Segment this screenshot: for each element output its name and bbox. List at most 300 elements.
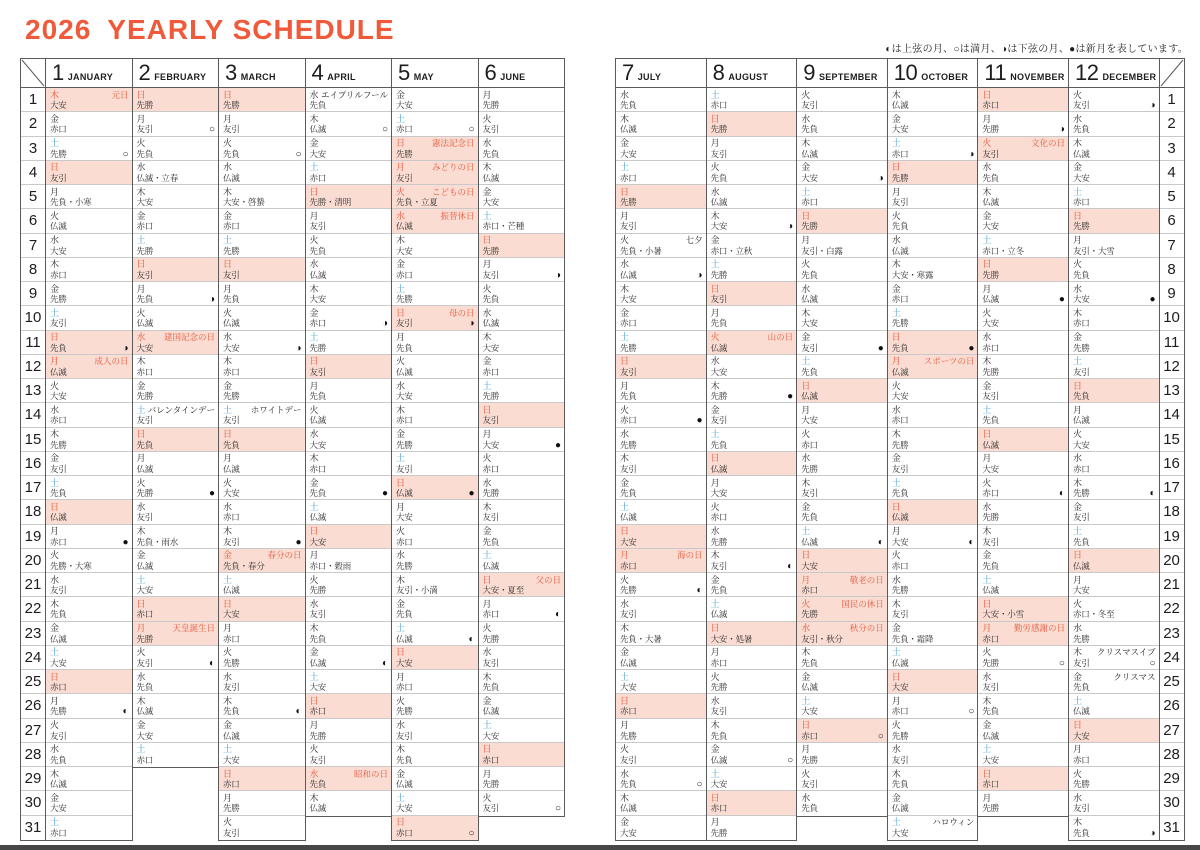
rokuyo-label: 大安 <box>891 391 909 401</box>
weekday-label: 水 <box>1072 453 1082 464</box>
day-cell <box>797 549 887 573</box>
weekday-label: 水 <box>1072 792 1082 803</box>
rokuyo-label: 先勝・大寒 <box>50 560 92 571</box>
rokuyo-label: 友引・小満 <box>396 585 438 595</box>
day-cell-line1 <box>711 720 794 731</box>
weekday-label: 木 <box>482 671 492 682</box>
weekday-label: 日 <box>482 235 492 245</box>
rokuyo-label: 大安 <box>1072 172 1090 183</box>
rokuyo-label: 仏滅 <box>1072 706 1090 717</box>
day-cell-line1 <box>310 478 389 489</box>
day-cell-line2 <box>1073 391 1156 402</box>
weekday-label: 土 <box>982 744 992 755</box>
day-cell-line2 <box>137 197 216 208</box>
weekday-label: 木 <box>891 259 901 270</box>
day-cell-line2 <box>620 464 703 475</box>
weekday-label: 日 <box>891 501 901 512</box>
day-cell <box>616 549 706 573</box>
day-number: 31 <box>24 819 42 837</box>
day-cell-line1 <box>892 211 975 222</box>
moon-phase-icon: ◑ <box>208 294 215 305</box>
moon-phase-icon: ◐ <box>787 560 794 572</box>
day-number: 28 <box>21 743 45 767</box>
rokuyo-label: 友引 <box>396 730 413 741</box>
day-cell-line1 <box>50 114 129 125</box>
day-cell <box>46 355 132 379</box>
day-cell-line2 <box>310 755 389 766</box>
day-cell <box>479 597 565 621</box>
rokuyo-label: 赤口 <box>50 827 67 838</box>
weekday-label: 月 <box>1072 574 1082 585</box>
day-cell <box>479 452 565 476</box>
day-cell <box>797 500 887 524</box>
day-cell-line1 <box>982 575 1065 586</box>
day-cell-line2 <box>892 731 975 742</box>
rokuyo-label: 先勝 <box>891 585 909 595</box>
day-cell-line1 <box>801 90 884 101</box>
day-cell <box>797 719 887 743</box>
holiday-label: 天皇誕生日 <box>172 623 215 633</box>
day-cell <box>479 549 565 573</box>
weekday-label: 火 <box>50 210 60 221</box>
day-cell <box>46 137 132 161</box>
day-cell <box>1069 767 1159 791</box>
weekday-label: 金 <box>50 113 60 124</box>
day-cell-line1 <box>1073 259 1156 270</box>
day-cell-line1 <box>711 332 794 343</box>
day-cell-line2 <box>711 343 794 354</box>
day-cell <box>306 282 392 306</box>
day-cell-line1 <box>620 623 703 634</box>
month-header <box>707 59 797 88</box>
day-cell-line1 <box>892 332 975 343</box>
moon-phase-icon: ○ <box>295 148 302 160</box>
day-cell-line1 <box>892 259 975 270</box>
rokuyo-label: 友引 <box>136 512 154 523</box>
weekday-label: 木 <box>50 429 60 439</box>
day-cell <box>1069 816 1159 840</box>
rokuyo-label: 先負 <box>223 439 240 450</box>
day-cell-line1 <box>892 526 975 537</box>
rokuyo-label: 先負 <box>620 488 637 498</box>
day-cell-line1 <box>892 235 975 246</box>
weekday-label: 月 <box>891 695 901 706</box>
weekday-label: 月 <box>396 162 406 173</box>
day-cell-line2 <box>396 343 475 354</box>
day-cell-line2 <box>310 221 389 232</box>
day-cell-line2 <box>1073 440 1156 451</box>
day-cell-line2 <box>396 585 475 596</box>
rokuyo-label: 大安 <box>50 391 67 401</box>
day-cell <box>1069 379 1159 403</box>
day-cell-line1 <box>620 647 703 658</box>
day-cell-line2 <box>620 149 703 160</box>
event-label: ハロウィン <box>932 817 975 827</box>
day-cell <box>797 670 887 694</box>
day-cell-line2 <box>50 464 129 475</box>
day-cell-line2 <box>1073 731 1156 742</box>
rokuyo-label: 赤口 <box>223 366 240 377</box>
day-cell-line1 <box>620 720 703 731</box>
rokuyo-label: 先勝 <box>136 245 154 256</box>
day-cell <box>306 573 392 597</box>
rokuyo-label: 大安 <box>136 730 154 741</box>
day-cell-line1 <box>223 381 302 392</box>
day-cell-line2 <box>1073 609 1156 620</box>
day-cell-line1 <box>801 114 884 125</box>
rokuyo-label: 仏滅 <box>710 342 728 353</box>
weekday-label: 月 <box>482 598 492 609</box>
day-cell-line2 <box>620 197 703 208</box>
rokuyo-label: 先負 <box>309 391 327 401</box>
day-cell <box>306 209 392 233</box>
month-header <box>1069 59 1159 88</box>
day-cell <box>133 185 219 209</box>
weekday-label: 金 <box>710 574 720 585</box>
day-number: 29 <box>1160 767 1184 791</box>
moon-phase-icon: ● <box>295 536 302 548</box>
day-cell-line1 <box>620 502 703 513</box>
day-cell-line2 <box>310 246 389 257</box>
day-cell <box>306 549 392 573</box>
day-cell-line2 <box>396 391 475 402</box>
day-cell-line2 <box>396 537 475 548</box>
day-cell-line2 <box>1073 367 1156 378</box>
day-cell <box>133 379 219 403</box>
day-cell <box>392 403 478 427</box>
rokuyo-label: 先負 <box>1072 269 1090 280</box>
day-cell-line2 <box>801 585 884 596</box>
day-cell-line1 <box>711 259 794 270</box>
day-cell <box>888 137 978 161</box>
rokuyo-label: 先負・春分 <box>223 560 265 571</box>
day-cell-line2 <box>1073 197 1156 208</box>
day-cell-line2 <box>892 803 975 814</box>
weekday-label: 日 <box>710 792 720 803</box>
moon-phase-icon: ● <box>122 536 129 548</box>
day-cell-line2 <box>50 609 129 620</box>
day-cell-line2 <box>50 803 129 814</box>
rokuyo-label: 大安 <box>801 318 818 329</box>
day-cell-line1 <box>982 90 1065 101</box>
day-cell-line1 <box>223 211 302 222</box>
rokuyo-label: 赤口 <box>482 609 500 620</box>
day-cell <box>616 282 706 306</box>
rokuyo-label: 先勝 <box>50 706 67 717</box>
weekday-label: 土 <box>620 162 630 173</box>
weekday-label: 金 <box>1072 671 1082 682</box>
rokuyo-label: 仏滅 <box>50 221 67 232</box>
day-cell-line1 <box>1073 114 1156 125</box>
day-cell-line2 <box>50 828 129 839</box>
day-cell <box>133 573 219 597</box>
day-cell <box>133 88 219 112</box>
weekday-label: 金 <box>482 186 492 197</box>
weekday-label: 月 <box>710 817 720 827</box>
day-cell-line2 <box>223 585 302 596</box>
day-cell-line2 <box>50 779 129 790</box>
rokuyo-label: 大安 <box>309 682 327 692</box>
day-cell-line2 <box>137 731 216 742</box>
weekday-label: 金 <box>620 307 630 318</box>
day-cell <box>797 209 887 233</box>
weekday-label: 火 <box>482 453 492 464</box>
day-cell-line1 <box>137 114 216 125</box>
day-cell-line2 <box>50 318 129 329</box>
day-cell-line1 <box>801 138 884 149</box>
day-cell <box>707 646 797 670</box>
weekday-label: 日 <box>396 307 406 318</box>
day-cell-line2 <box>620 803 703 814</box>
weekday-label: 日 <box>620 186 630 197</box>
day-cell <box>888 209 978 233</box>
day-cell-line1 <box>711 211 794 222</box>
rokuyo-label: 友引 <box>482 512 500 523</box>
rokuyo-label: 赤口 <box>1072 754 1090 765</box>
day-cell-line2 <box>711 537 794 548</box>
weekday-label: 土 <box>50 817 60 827</box>
weekday-label: 金 <box>801 332 811 342</box>
weekday-label: 火 <box>710 501 720 512</box>
day-cell-line1 <box>1073 187 1156 198</box>
day-cell-line2 <box>223 440 302 451</box>
rokuyo-label: 仏滅 <box>801 148 818 159</box>
day-cell-line2 <box>483 149 562 160</box>
day-cell-line1 <box>982 623 1065 634</box>
weekday-label: 日 <box>50 501 60 512</box>
rokuyo-label: 赤口 <box>309 463 327 474</box>
day-number: 27 <box>21 719 45 743</box>
day-cell <box>888 476 978 500</box>
weekday-label: 火 <box>801 768 811 779</box>
weekday-label: 月 <box>136 623 146 633</box>
rokuyo-label: 大安 <box>710 366 728 377</box>
day-cell-line2 <box>711 755 794 767</box>
day-cell-line2 <box>483 609 562 621</box>
day-cell <box>306 719 392 743</box>
day-cell-line1 <box>396 623 475 634</box>
holiday-label: 成人の日 <box>94 356 129 367</box>
day-cell-line1 <box>137 599 216 610</box>
day-cell <box>46 452 132 476</box>
day-cell-line1 <box>711 502 794 513</box>
day-cell-line1 <box>223 114 302 125</box>
day-cell <box>133 452 219 476</box>
day-cell-line2 <box>620 658 703 669</box>
rokuyo-label: 大安 <box>620 148 637 159</box>
day-cell-line2 <box>620 779 703 791</box>
day-cell-line1 <box>1073 744 1156 755</box>
rokuyo-label: 友引 <box>309 221 327 232</box>
day-cell-line2 <box>137 609 216 620</box>
day-cell-line1 <box>892 744 975 755</box>
day-cell-line1 <box>982 720 1065 731</box>
rokuyo-label: 友引 <box>982 536 999 547</box>
rokuyo-label: 友引 <box>801 488 818 498</box>
day-cell <box>306 258 392 282</box>
weekday-label: 水 <box>710 186 720 197</box>
day-cell <box>479 719 565 743</box>
rokuyo-label: 仏滅 <box>982 730 999 741</box>
day-number: 11 <box>1160 331 1184 355</box>
rokuyo-label: 先負 <box>223 294 240 304</box>
day-cell-line2 <box>137 343 216 354</box>
day-cell-line2 <box>892 246 975 257</box>
day-cell-line1 <box>310 332 389 343</box>
rokuyo-label: 赤口 <box>710 512 728 523</box>
day-number: 24 <box>1160 646 1184 670</box>
rokuyo-label: 仏滅 <box>620 269 637 280</box>
day-cell-line2 <box>50 755 129 766</box>
rokuyo-label: 大安 <box>710 779 728 789</box>
day-cell-line2 <box>396 173 475 184</box>
rokuyo-label: 仏滅 <box>801 294 818 304</box>
weekday-label: 木 <box>620 283 630 294</box>
rokuyo-label: 仏滅 <box>801 682 818 692</box>
day-number: 21 <box>1160 573 1184 597</box>
day-cell-line1 <box>801 405 884 416</box>
weekday-label: 木 <box>50 598 60 609</box>
weekday-label: 日 <box>891 162 901 173</box>
day-cell <box>133 597 219 621</box>
rokuyo-label: 仏滅 <box>891 512 909 523</box>
day-cell-line2 <box>711 415 794 426</box>
weekday-label: 水 <box>309 89 319 100</box>
day-cell-line2 <box>50 415 129 426</box>
day-cell-line1 <box>223 308 302 319</box>
day-cell <box>616 306 706 330</box>
weekday-label: 木 <box>710 720 720 730</box>
moon-phase-icon: ○ <box>208 124 215 136</box>
day-cell-line1 <box>711 114 794 125</box>
weekday-label: 日 <box>309 526 319 536</box>
day-cell <box>707 355 797 379</box>
day-cell-line2 <box>982 803 1065 814</box>
holiday-label: 母の日 <box>448 307 475 318</box>
month-name: JANUARY <box>67 71 114 82</box>
day-cell <box>616 185 706 209</box>
weekday-label: 火 <box>50 550 60 561</box>
weekday-label: 木 <box>1072 817 1082 827</box>
day-cell <box>616 670 706 694</box>
day-cell-line1 <box>396 162 475 173</box>
day-cell-line1 <box>801 502 884 513</box>
day-cell-line2 <box>801 488 884 499</box>
rokuyo-label: 大安 <box>710 488 728 498</box>
day-cell <box>1069 209 1159 233</box>
weekday-label: 木 <box>891 429 901 439</box>
month-name: MAY <box>413 71 434 82</box>
rokuyo-label: 大安 <box>482 730 500 741</box>
weekday-label: 水 <box>50 404 60 415</box>
weekday-label: 日 <box>223 598 233 609</box>
day-cell <box>1069 258 1159 282</box>
weekday-label: 土 <box>309 332 319 342</box>
day-cell-line1 <box>223 259 302 270</box>
rokuyo-label: 先負 <box>982 172 999 183</box>
day-cell-line2 <box>711 318 794 329</box>
day-cell-line2 <box>892 343 975 355</box>
weekday-label: 火 <box>710 671 720 682</box>
day-cell <box>479 258 565 282</box>
day-cell-line1 <box>137 744 216 755</box>
weekday-label: 水 <box>136 671 146 682</box>
weekday-label: 日 <box>891 332 901 342</box>
day-cell-line2 <box>223 415 302 426</box>
day-cell-line2 <box>137 173 216 184</box>
weekday-label: 火 <box>891 550 901 561</box>
rokuyo-label: 赤口 <box>891 706 909 717</box>
day-cell-line1 <box>310 720 389 731</box>
day-cell-line2 <box>223 246 302 257</box>
day-cell <box>306 355 392 379</box>
weekday-label: 水 <box>710 695 720 706</box>
day-cell-line1 <box>1073 308 1156 319</box>
day-cell <box>392 185 478 209</box>
moon-phase-icon: ◑ <box>554 269 561 281</box>
day-cell <box>707 719 797 743</box>
day-cell <box>306 646 392 670</box>
day-cell-line2 <box>892 318 975 329</box>
day-cell <box>479 646 565 670</box>
day-cell <box>306 767 392 791</box>
rokuyo-label: 赤口 <box>136 366 154 377</box>
day-cell-line2 <box>50 246 129 257</box>
event-label: バレンタインデー <box>147 404 215 415</box>
day-cell-line1 <box>50 332 129 343</box>
day-cell-line1 <box>620 187 703 198</box>
moon-phase-icon: ● <box>877 342 884 354</box>
day-cell <box>219 476 305 500</box>
weekday-label: 日 <box>891 671 901 682</box>
rokuyo-label: 先負 <box>620 100 637 110</box>
day-cell <box>306 694 392 718</box>
weekday-label: 水 <box>982 162 992 173</box>
day-cell <box>616 791 706 815</box>
weekday-label: 月 <box>801 744 811 755</box>
day-number: 16 <box>21 452 45 476</box>
day-cell-line2 <box>137 561 216 572</box>
day-cell <box>392 379 478 403</box>
rokuyo-label: 大安 <box>396 512 413 523</box>
day-cell <box>479 525 565 549</box>
weekday-label: 月 <box>309 720 319 730</box>
rokuyo-label: 先勝 <box>1072 779 1090 789</box>
day-cell <box>46 428 132 452</box>
day-cell-line1 <box>137 235 216 246</box>
day-cell <box>888 573 978 597</box>
day-cell-line1 <box>50 744 129 755</box>
day-cell <box>797 137 887 161</box>
rokuyo-label: 先勝 <box>482 488 500 498</box>
day-cell-line2 <box>801 779 884 790</box>
day-cell-line1 <box>483 696 562 707</box>
holiday-label: 勤労感謝の日 <box>1013 623 1065 633</box>
day-cell <box>46 573 132 597</box>
day-cell <box>888 161 978 185</box>
day-cell-line2 <box>711 149 794 160</box>
day-cell <box>306 161 392 185</box>
day-cell <box>978 646 1068 670</box>
rokuyo-label: 大安 <box>482 197 500 207</box>
rokuyo-label: 先勝 <box>620 585 637 595</box>
rokuyo-label: 先勝 <box>710 391 728 401</box>
day-cell <box>1069 234 1159 258</box>
weekday-label: 火 <box>891 720 901 730</box>
day-cell-line2 <box>620 100 703 111</box>
day-cell-line2 <box>396 415 475 426</box>
weekday-label: 金 <box>1072 501 1082 512</box>
